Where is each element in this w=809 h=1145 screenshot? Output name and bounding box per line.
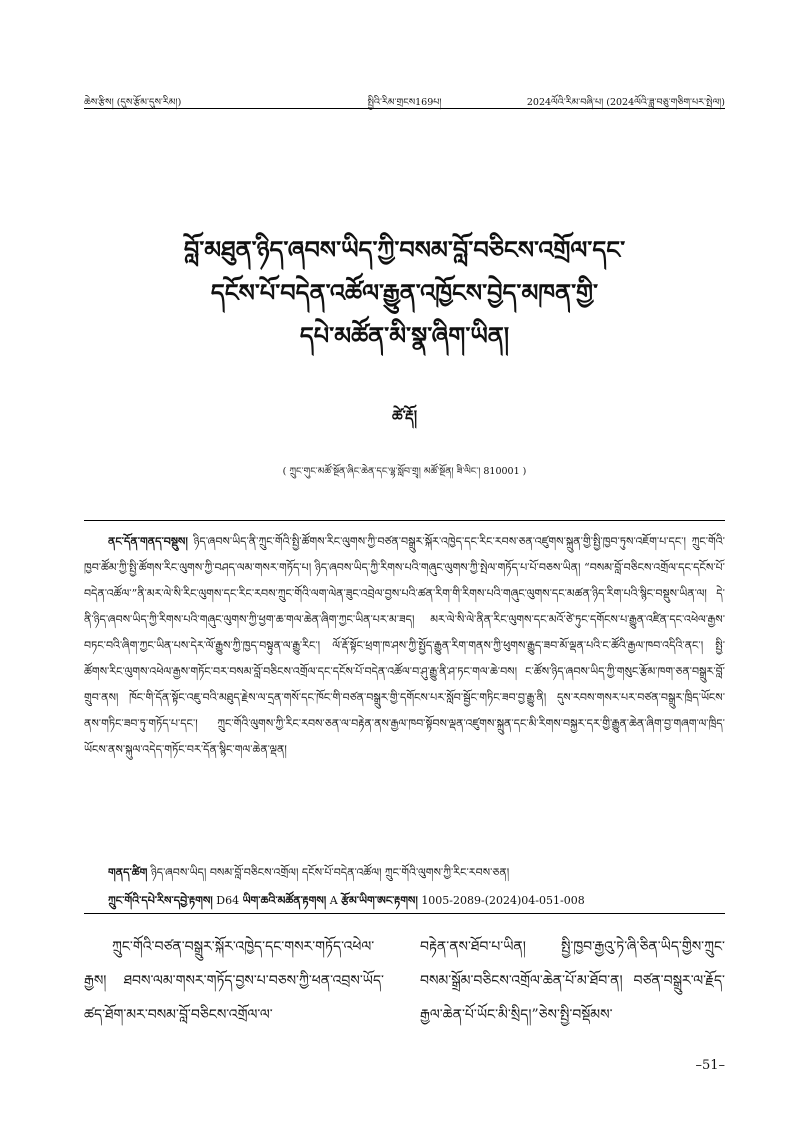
body-column-left: ཀྲུང་གོའི་བཙན་བསྒྲུར་སྐོར་འཁྱེད་དང་གསར་གཏོད་འཕེལ་རྒྱས། ཐབས་ལམ་གསར་གཏོད་བྱས་པ་བཅས་ཀྱི་ཕན་འབྲས་ཡོད་ཚད་ཐོག་མར་བསམ་བློ་བཅིངས་འགྲོལ་ལ་ [84,939,384,1023]
author-name: ཚེ་རྡོ། [391,407,418,425]
issue-total: སྤྱིའི་རིམ་གྲངས169པ། [367,97,442,108]
running-header [84,88,725,109]
classification-line [108,888,725,919]
article-id-label: རྩོམ་ཡིག་ཨང་རྟགས། [341,894,418,907]
keywords-label: གནད་ཚིག [108,866,148,879]
issue-date: 2024ལོའི་རིམ་བཞི་པ། (2024ལོའི་ཟླ་བཅུ་གཅིག་པར་སྤེལ།) [526,97,725,108]
author-affiliation: ( ཀྲུང་གུང་མཚོ་སྔོན་ཞིང་ཆེན་དང་ལྷ་སློབ་གྲྭ། མཚོ་སྔོན། ཟི་ལིང་། 810001 ) [282,466,527,477]
title-line-1: བློ་མཐུན་ཉིད་ཞབས་ཡིད་ཀྱི་བསམ་བློ་བཅིངས་འགྲོལ་དང་ [183,235,626,264]
journal-name: ཆེས་རྩིས། (དུས་རྩོམ་དུས་རིམ།) [84,97,182,108]
keywords-text: ཉིད་ཞབས་ཡིད། བསམ་བློ་བཅིངས་འགྲོལ། དངོས་པོ་བདེན་འཚོལ། ཀྲུང་གོའི་ལུགས་ཀྱི་རིང་རབས་ཅན། [150,866,510,879]
doc-code-value: A [329,894,338,907]
article-id-value: 1005-2089-(2024)04-051-008 [421,894,585,907]
abstract-label: ནང་དོན་གནད་བསྡུས། [108,535,188,548]
abstract-block [84,520,725,914]
title-line-2: དངོས་པོ་བདེན་འཚོལ་རྒྱུན་འཁྱོངས་བྱེད་མཁན་གྱི་ [210,278,599,307]
doc-code-label: ཡིག་ཆའི་མཚོན་རྟགས། [242,894,327,907]
abstract-body: ཉིད་ཞབས་ཡིད་ནི་ཀྲུང་གོའི་སྤྱི་ཚོགས་རིང་ལུགས་ཀྱི་བཙན་བསྒྲུར་སྐོར་འཁྱེད་དང་རིང་རབས་ཅན་འཛུགས་སྐྲུན་གྱི་སྤྱི་ཁྱབ་ཏུས་འཇོག་པ་དང་། ཀྲུང་གོའི་ཁྱབ་ཚོམ་ཀྱི་སྤྱི་ཚོགས་རིང་ལུགས་ཀྱི་བཤད་ལམ་གསར་གཏོད་པ། ཉིད་ཞབས་ཡིད་ཀྱི་རིགས་པའི་གཞུང་ལུགས་ཀྱི་སྤེལ་གཏོད་པ་པོ་བཅས་ཡིན། “བསམ་བློ་བཅིངས་འགྲོལ་དང་དངོས་པོ་བདེན་འཚོལ་”ནི་མར་ལེ་སི་རིང་ལུགས་དང་རིང་རབས་ཀྲུང་གོའི་ལག་ལེན་ཟུང་འབྲེལ་བྱས་པའི་ཚན་རིག་གི་རིགས་པའི་གཞུང་ལུགས་དང་མཚན་ཉིད་རིག་པའི་སྙིང་བསྡུས་ཡིན་ལ། དེ་ནི་ཉིད་ཞབས་ཡིད་ཀྱི་རིགས་པའི་གཞུང་ལུགས་ཀྱི་ཕྱག་ཆ་གལ་ཆེན་ཞིག་ཀྱང་ཡིན་པར་མ་ཟད། མར་ལེ་སི་ལེ་ནིན་རིང་ལུགས་དང་མའོ་ཙེ་ཏུང་དགོངས་པ་རྒྱུན་འཛིན་དང་འཕེལ་རྒྱས་བཏང་བའི་ཞིག་ཀྱང་ཡིན་པས་དེར་ལོ་རྒྱུས་ཀྱི་ཁྱད་བསྟུན་ལ་རྒྱུ་རིང་། ལོ་རྡོ་སྟོང་ཕྲག་ཁ་ཤས་ཀྱི་སྤྱོད་རྒྱུན་རིག་གནས་ཀྱི་ཕུགས་རྒྱུད་ཟབ་མོ་ལྡན་པའི་ང་ཚོའི་རྒྱལ་ཁབ་འདིའི་ནང་། སྤྱི་ཚོགས་རིང་ལུགས་འཕེལ་རྒྱས་གཏོང་བར་བསམ་བློ་བཅིངས་འགྲོལ་དང་དངོས་པོ་བདེན་འཚོལ་བ་ཤུ་རྒྱུ་ནི་ཤ་ཏང་གལ་ཆེ་བས། ང་ཚོས་ཉིད་ཞབས་ཡིད་ཀྱི་གསུང་རྩོམ་ཁག་ཅན་བསྒྲུར་བློ་གྲུབ་ནས། ཁོང་གི་དོན་སྟོང་འཇུ་བའི་མཐུད་རྗེས་ལ་དྲན་གསོ་དང་ཁོང་གི་བཙན་བསྒྲུར་གྱི་དགོངས་པར་སློབ་སྦྱོང་གཏིང་ཟབ་བྱ་རྒྱུ་ནི། དུས་རབས་གསར་པར་བཙན་བསྒྲུར་ཁྲིད་ཡོངས་ནས་གཏིང་ཟབ་ཏུ་གཏོད་པ་དང་། ཀྲུང་གོའི་ལུགས་ཀྱི་རིང་རབས་ཅན་ལ་བརྟེན་ནས་རྒྱལ་ཁབ་སྟོབས་ལྡན་འཛུགས་སྐྲུན་དང་མི་རིགས་བསྐྱར་དར་གྱི་རྒྱུན་ཆེན་ཞིག་བྱ་གཞག་ལ་ཁྲིད་ཡོངས་ནས་སྐུལ་འདེད་གཏོང་བར་དོན་སྙིང་གལ་ཆེན་ལྡན། [84,535,725,756]
title-line-3: དཔེ་མཚོན་མི་སྣ་ཞིག་ཡིན། [299,321,510,350]
abstract-paragraph [84,529,725,763]
article-title [84,228,725,357]
page-number: –51– [695,1058,725,1073]
clc-label: ཀྲུང་གོའི་དཔེ་རིས་དབྱེ་རྟགས། [108,894,213,907]
body-column-right: བརྟེན་ནས་ཐོབ་པ་ཡིན། སྤྱི་ཁྱབ་རྒྱའུ་ཏེ་ཞི་ཅིན་ཡིད་གྱིས་ཀྲུང་བསམ་སྒྲོམ་བཅིངས་འགྲོལ་ཆེན་པོ་མ་ཐོབ་ན། བཙན་བསྒྲུར་ལ་རྗོད་རྒྱལ་ཆེན་པོ་ཡོང་མི་སྲིད།”ཅེས་སྤྱི་བསྡོམས་ [420,939,725,1023]
keywords-line [108,860,725,891]
clc-value: D64 [216,894,240,907]
